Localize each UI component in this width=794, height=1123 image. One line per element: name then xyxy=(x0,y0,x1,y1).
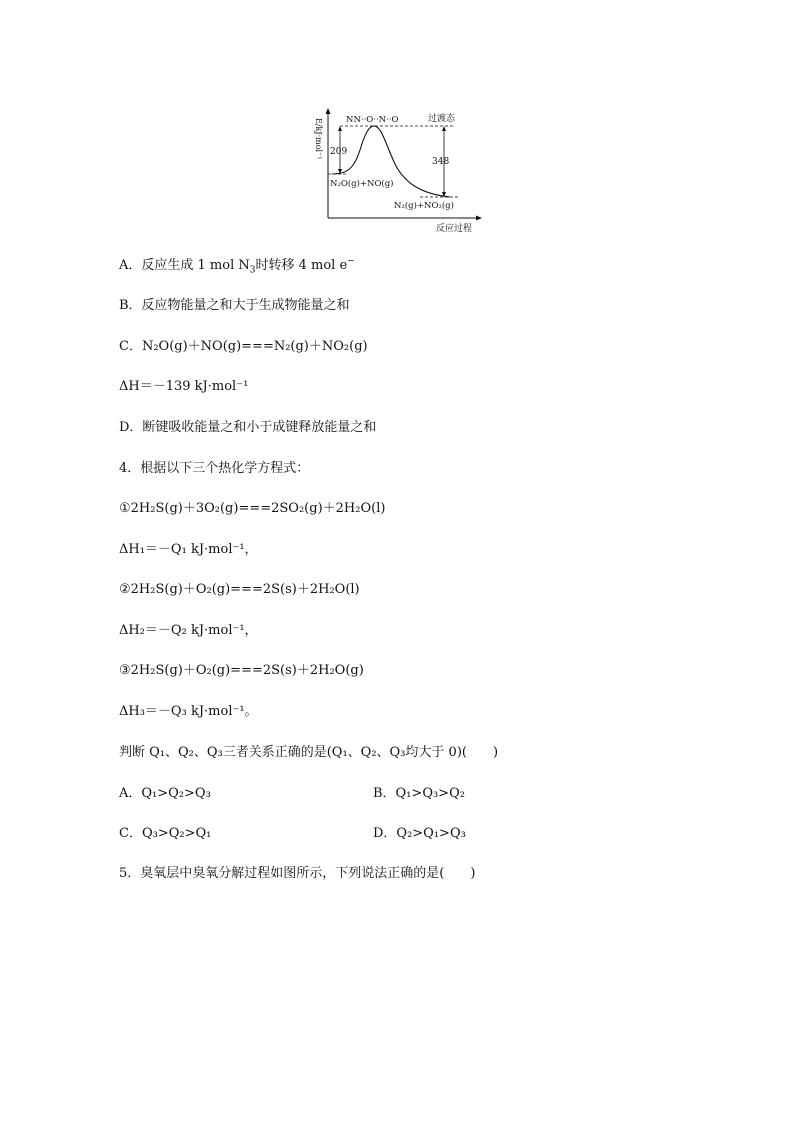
q3-option-c-equation: C．N₂O(g)＋NO(g)===N₂(g)＋NO₂(g) xyxy=(119,339,368,354)
q4-equation-2: ②2H₂S(g)＋O₂(g)===2S(s)＋2H₂O(l) xyxy=(119,582,360,597)
q3-option-d: D．断键吸收能量之和小于成键释放能量之和 xyxy=(119,420,377,435)
q4-equation-3: ③2H₂S(g)＋O₂(g)===2S(s)＋2H₂O(g) xyxy=(119,663,364,678)
q4-enthalpy-2: ΔH₂＝－Q₂ kJ·mol⁻¹， xyxy=(119,623,258,638)
q4-stem: 4．根据以下三个热化学方程式： xyxy=(119,461,310,476)
transition-state-label: 过渡态 xyxy=(428,114,456,124)
q4-option-c: C．Q₃>Q₂>Q₁ xyxy=(119,826,212,841)
activation-arrow-head-up xyxy=(338,126,342,131)
q4-question: 判断 Q₁、Q₂、Q₃三者关系正确的是(Q₁、Q₂、Q₃均大于 0)( ) xyxy=(119,745,499,760)
q3-option-c-enthalpy: ΔH＝－139 kJ·mol⁻¹ xyxy=(119,379,249,394)
q3-option-a-prefix: A．反应生成 1 mol N xyxy=(119,258,250,273)
energy-diagram xyxy=(310,108,490,238)
x-axis-label: 反应过程 xyxy=(436,224,473,234)
q4-option-b: B．Q₁>Q₃>Q₂ xyxy=(373,786,465,801)
energy-diagram-svg xyxy=(310,108,490,238)
y-axis-label: E/kJ·mol⁻¹ xyxy=(314,118,323,160)
activation-energy-label: 209 xyxy=(330,147,348,157)
q3-option-a-superscript: − xyxy=(347,256,355,267)
reverse-arrow-head-up xyxy=(442,126,446,131)
q4-equation-1: ①2H₂S(g)＋3O₂(g)===2SO₂(g)＋2H₂O(l) xyxy=(119,501,386,516)
products-label: N₂(g)+NO₂(g) xyxy=(394,201,454,211)
q3-option-a-subscript: 3 xyxy=(249,265,256,276)
q4-enthalpy-3: ΔH₃＝－Q₃ kJ·mol⁻¹。 xyxy=(119,704,258,719)
q3-option-a xyxy=(119,258,355,274)
q5-stem: 5．臭氧层中臭氧分解过程如图所示，下列说法正确的是( ) xyxy=(119,866,476,881)
x-axis-arrow xyxy=(476,216,482,221)
q4-enthalpy-1: ΔH₁＝－Q₁ kJ·mol⁻¹， xyxy=(119,542,258,557)
q3-option-b: B．反应物能量之和大于生成物能量之和 xyxy=(119,298,350,313)
q4-option-d: D．Q₂>Q₁>Q₃ xyxy=(373,826,466,841)
q3-option-a-suffix: 时转移 4 mol e xyxy=(255,258,348,273)
reverse-energy-label: 348 xyxy=(432,157,450,167)
y-axis-arrow xyxy=(326,108,331,114)
q4-option-a: A．Q₁>Q₂>Q₃ xyxy=(119,786,211,801)
reactants-label: N₂O(g)+NO(g) xyxy=(330,179,394,189)
transition-state-formula: NN··O··N··O xyxy=(346,115,399,125)
